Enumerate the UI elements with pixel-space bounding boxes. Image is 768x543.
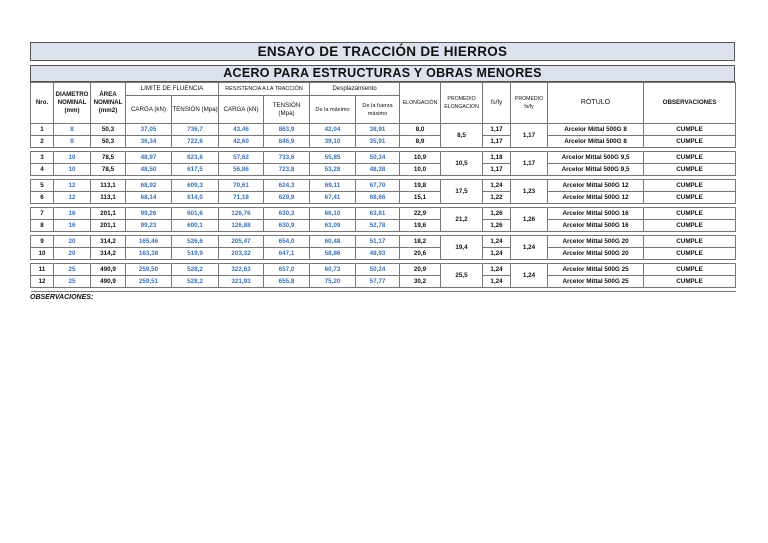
cell-elongacion: 19,8 (400, 180, 441, 192)
cell-desp-fuerza: 63,81 (356, 208, 400, 220)
cell-elongacion: 30,2 (400, 276, 441, 288)
header-carga-traccion: CARGA (kN) (219, 96, 264, 124)
cell-carga-fluencia: 37,05 (126, 124, 172, 136)
cell-tension-traccion: 655,8 (264, 276, 310, 288)
cell-desp-maximo: 75,20 (310, 276, 356, 288)
cell-observacion: CUMPLE (644, 164, 736, 176)
cell-tension-traccion: 723,8 (264, 164, 310, 176)
table-row (31, 192, 736, 204)
cell-rotulo: Arcelor Mittal 500G 25 (548, 276, 644, 288)
cell-desp-fuerza: 50,24 (356, 264, 400, 276)
cell-desp-maximo: 42,04 (310, 124, 356, 136)
cell-carga-fluencia: 99,26 (126, 208, 172, 220)
cell-no: 2 (31, 136, 54, 148)
cell-promedio-elongacion: 8,5 (441, 124, 483, 148)
cell-area: 201,1 (91, 208, 126, 220)
cell-elongacion: 15,1 (400, 192, 441, 204)
cell-ratio: 1,17 (483, 136, 511, 148)
cell-area: 113,1 (91, 180, 126, 192)
cell-carga-fluencia: 165,46 (126, 236, 172, 248)
cell-desp-maximo: 60,48 (310, 236, 356, 248)
cell-carga-traccion: 42,60 (219, 136, 264, 148)
table-row (31, 124, 736, 136)
cell-promedio-ratio: 1,17 (511, 124, 548, 148)
cell-carga-traccion: 71,18 (219, 192, 264, 204)
cell-promedio-elongacion: 21,2 (441, 208, 483, 232)
table-body (31, 124, 736, 292)
table-row (31, 236, 736, 248)
cell-ratio: 1,17 (483, 164, 511, 176)
cell-observacion: CUMPLE (644, 276, 736, 288)
cell-diametro: 20 (54, 248, 91, 260)
cell-promedio-elongacion: 25,5 (441, 264, 483, 288)
cell-area: 78,5 (91, 152, 126, 164)
cell-desp-maximo: 66,10 (310, 208, 356, 220)
cell-no: 3 (31, 152, 54, 164)
cell-carga-fluencia: 48,50 (126, 164, 172, 176)
cell-area: 314,2 (91, 236, 126, 248)
cell-desp-fuerza: 35,91 (356, 136, 400, 148)
cell-observacion: CUMPLE (644, 180, 736, 192)
results-table (30, 82, 736, 292)
cell-ratio: 1,24 (483, 248, 511, 260)
cell-area: 50,3 (91, 136, 126, 148)
cell-elongacion: 8,9 (400, 136, 441, 148)
cell-promedio-elongacion: 19,4 (441, 236, 483, 260)
cell-carga-traccion: 126,76 (219, 208, 264, 220)
cell-tension-traccion: 624,3 (264, 180, 310, 192)
cell-ratio: 1,24 (483, 236, 511, 248)
cell-rotulo: Arcelor Mittal 500G 20 (548, 236, 644, 248)
cell-area: 113,1 (91, 192, 126, 204)
report-title: ENSAYO DE TRACCIÓN DE HIERROS (30, 42, 735, 61)
table-row (31, 152, 736, 164)
cell-carga-traccion: 57,62 (219, 152, 264, 164)
cell-elongacion: 22,9 (400, 208, 441, 220)
cell-tension-traccion: 657,0 (264, 264, 310, 276)
cell-carga-traccion: 322,63 (219, 264, 264, 276)
cell-no: 1 (31, 124, 54, 136)
cell-desp-fuerza: 57,77 (356, 276, 400, 288)
cell-elongacion: 20,6 (400, 248, 441, 260)
cell-tension-traccion: 629,9 (264, 192, 310, 204)
cell-diametro: 10 (54, 164, 91, 176)
cell-desp-maximo: 63,09 (310, 220, 356, 232)
cell-carga-fluencia: 259,51 (126, 276, 172, 288)
cell-rotulo: Arcelor Mittal 500G 8 (548, 136, 644, 148)
header-observaciones: OBSERVACIONES (644, 83, 736, 124)
cell-tension-fluencia: 601,6 (172, 208, 219, 220)
cell-diametro: 16 (54, 220, 91, 232)
cell-elongacion: 18,2 (400, 236, 441, 248)
cell-ratio: 1,22 (483, 192, 511, 204)
cell-desp-maximo: 58,86 (310, 248, 356, 260)
cell-observacion: CUMPLE (644, 220, 736, 232)
cell-diametro: 25 (54, 276, 91, 288)
cell-elongacion: 10,0 (400, 164, 441, 176)
cell-tension-traccion: 733,6 (264, 152, 310, 164)
cell-carga-fluencia: 36,34 (126, 136, 172, 148)
cell-rotulo: Arcelor Mittal 500G 9,5 (548, 164, 644, 176)
header-desplazamiento: Desplazamiento (310, 83, 400, 96)
cell-tension-traccion: 846,9 (264, 136, 310, 148)
header-area: ÁREA NOMINAL (mm2) (91, 83, 126, 124)
cell-desp-fuerza: 51,17 (356, 236, 400, 248)
cell-elongacion: 10,9 (400, 152, 441, 164)
cell-ratio: 1,26 (483, 208, 511, 220)
header-limite-fluencia: LIMITE DE FLUENCIA (126, 83, 219, 96)
cell-carga-fluencia: 68,92 (126, 180, 172, 192)
header-desp-maximo: De la máximo (310, 96, 356, 124)
header-rotulo: RÓTULO (548, 83, 644, 124)
cell-desp-maximo: 69,11 (310, 180, 356, 192)
cell-desp-maximo: 55,85 (310, 152, 356, 164)
cell-tension-fluencia: 519,9 (172, 248, 219, 260)
cell-promedio-ratio: 1,23 (511, 180, 548, 204)
table-header (31, 83, 736, 124)
cell-no: 10 (31, 248, 54, 260)
table-row (31, 276, 736, 288)
cell-tension-traccion: 654,0 (264, 236, 310, 248)
cell-elongacion: 19,6 (400, 220, 441, 232)
cell-rotulo: Arcelor Mittal 500G 20 (548, 248, 644, 260)
cell-ratio: 1,26 (483, 220, 511, 232)
cell-no: 9 (31, 236, 54, 248)
cell-desp-maximo: 39,10 (310, 136, 356, 148)
cell-observacion: CUMPLE (644, 152, 736, 164)
table-row (31, 220, 736, 232)
cell-rotulo: Arcelor Mittal 500G 9,5 (548, 152, 644, 164)
cell-carga-traccion: 321,93 (219, 276, 264, 288)
cell-diametro: 8 (54, 124, 91, 136)
cell-tension-fluencia: 736,7 (172, 124, 219, 136)
cell-carga-traccion: 70,61 (219, 180, 264, 192)
cell-area: 314,2 (91, 248, 126, 260)
table-row (31, 180, 736, 192)
cell-carga-fluencia: 48,97 (126, 152, 172, 164)
table-row (31, 248, 736, 260)
observaciones-label: OBSERVACIONES: (30, 294, 94, 301)
cell-no: 7 (31, 208, 54, 220)
cell-tension-fluencia: 609,3 (172, 180, 219, 192)
cell-area: 50,3 (91, 124, 126, 136)
cell-observacion: CUMPLE (644, 264, 736, 276)
cell-observacion: CUMPLE (644, 208, 736, 220)
cell-desp-fuerza: 38,91 (356, 124, 400, 136)
report-sheet (30, 42, 735, 301)
cell-rotulo: Arcelor Mittal 500G 25 (548, 264, 644, 276)
header-promedio-ratio: PROMEDIO fs/fy (511, 83, 548, 124)
cell-observacion: CUMPLE (644, 136, 736, 148)
cell-diametro: 8 (54, 136, 91, 148)
cell-area: 490,9 (91, 264, 126, 276)
cell-diametro: 12 (54, 180, 91, 192)
cell-desp-fuerza: 50,34 (356, 152, 400, 164)
cell-ratio: 1,24 (483, 276, 511, 288)
cell-promedio-ratio: 1,17 (511, 152, 548, 176)
cell-ratio: 1,24 (483, 264, 511, 276)
table-row (31, 136, 736, 148)
cell-desp-fuerza: 48,38 (356, 164, 400, 176)
cell-tension-traccion: 863,9 (264, 124, 310, 136)
header-resistencia: RESISTENCIA A LA TRACCIÓN (219, 83, 310, 96)
cell-tension-fluencia: 623,6 (172, 152, 219, 164)
cell-tension-fluencia: 617,5 (172, 164, 219, 176)
cell-desp-fuerza: 48,93 (356, 248, 400, 260)
cell-elongacion: 8,0 (400, 124, 441, 136)
cell-diametro: 10 (54, 152, 91, 164)
cell-tension-traccion: 630,3 (264, 208, 310, 220)
header-carga-fluencia: CARGA (kN) (126, 96, 172, 124)
table-row (31, 164, 736, 176)
cell-no: 12 (31, 276, 54, 288)
header-diametro: DIAMETRO NOMINAL (mm) (54, 83, 91, 124)
cell-area: 490,9 (91, 276, 126, 288)
cell-no: 8 (31, 220, 54, 232)
cell-carga-traccion: 203,32 (219, 248, 264, 260)
cell-desp-maximo: 53,28 (310, 164, 356, 176)
cell-tension-traccion: 630,9 (264, 220, 310, 232)
cell-no: 11 (31, 264, 54, 276)
report-subtitle: ACERO PARA ESTRUCTURAS Y OBRAS MENORES (30, 65, 735, 82)
cell-tension-fluencia: 528,2 (172, 276, 219, 288)
cell-promedio-ratio: 1,26 (511, 208, 548, 232)
cell-observacion: CUMPLE (644, 124, 736, 136)
cell-tension-fluencia: 722,6 (172, 136, 219, 148)
cell-ratio: 1,18 (483, 152, 511, 164)
header-ratio: fs/fy (483, 83, 511, 124)
cell-tension-fluencia: 528,2 (172, 264, 219, 276)
table-row (31, 264, 736, 276)
header-tension-traccion: TENSIÓN (Mpa) (264, 96, 310, 124)
cell-desp-maximo: 67,41 (310, 192, 356, 204)
cell-tension-fluencia: 600,1 (172, 220, 219, 232)
cell-diametro: 20 (54, 236, 91, 248)
header-elongacion: ELONGACIÓN (400, 83, 441, 124)
header-promedio-elongacion: PROMEDIO ELONGACION (441, 83, 483, 124)
cell-tension-fluencia: 614,0 (172, 192, 219, 204)
cell-carga-fluencia: 259,50 (126, 264, 172, 276)
cell-desp-fuerza: 68,66 (356, 192, 400, 204)
cell-area: 78,5 (91, 164, 126, 176)
cell-carga-fluencia: 99,23 (126, 220, 172, 232)
cell-observacion: CUMPLE (644, 248, 736, 260)
cell-area: 201,1 (91, 220, 126, 232)
cell-rotulo: Arcelor Mittal 500G 8 (548, 124, 644, 136)
cell-diametro: 25 (54, 264, 91, 276)
table-end-line (31, 288, 736, 292)
cell-observacion: CUMPLE (644, 236, 736, 248)
cell-rotulo: Arcelor Mittal 500G 12 (548, 192, 644, 204)
cell-diametro: 16 (54, 208, 91, 220)
cell-no: 4 (31, 164, 54, 176)
cell-ratio: 1,17 (483, 124, 511, 136)
table-row (31, 208, 736, 220)
cell-rotulo: Arcelor Mittal 500G 12 (548, 180, 644, 192)
cell-carga-fluencia: 163,38 (126, 248, 172, 260)
cell-promedio-ratio: 1,24 (511, 264, 548, 288)
cell-observacion: CUMPLE (644, 192, 736, 204)
cell-no: 6 (31, 192, 54, 204)
cell-elongacion: 20,9 (400, 264, 441, 276)
cell-ratio: 1,24 (483, 180, 511, 192)
cell-no: 5 (31, 180, 54, 192)
cell-carga-traccion: 43,46 (219, 124, 264, 136)
cell-rotulo: Arcelor Mittal 500G 16 (548, 208, 644, 220)
header-desp-fuerza: De la fuerza máximo (356, 96, 400, 124)
cell-carga-fluencia: 68,14 (126, 192, 172, 204)
cell-carga-traccion: 126,88 (219, 220, 264, 232)
cell-desp-fuerza: 67,70 (356, 180, 400, 192)
header-tension-fluencia: TENSIÓN (Mpa) (172, 96, 219, 124)
cell-promedio-elongacion: 17,5 (441, 180, 483, 204)
cell-promedio-elongacion: 10,5 (441, 152, 483, 176)
cell-desp-fuerza: 52,78 (356, 220, 400, 232)
cell-rotulo: Arcelor Mittal 500G 16 (548, 220, 644, 232)
cell-tension-traccion: 647,1 (264, 248, 310, 260)
cell-desp-maximo: 60,73 (310, 264, 356, 276)
cell-carga-traccion: 205,47 (219, 236, 264, 248)
cell-tension-fluencia: 526,6 (172, 236, 219, 248)
cell-carga-traccion: 56,86 (219, 164, 264, 176)
cell-diametro: 12 (54, 192, 91, 204)
cell-promedio-ratio: 1,24 (511, 236, 548, 260)
header-no: Nro. (31, 83, 54, 124)
